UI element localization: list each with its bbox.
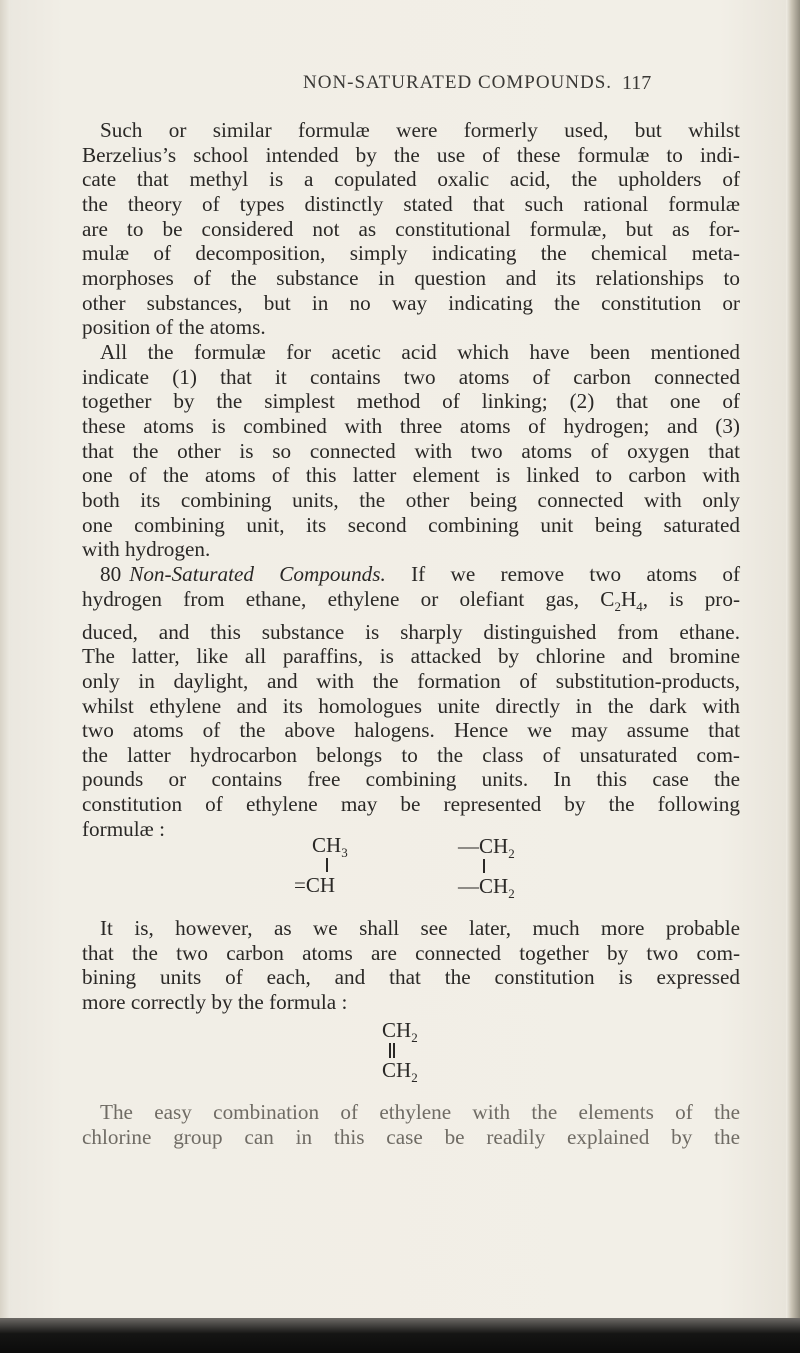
- paragraph-2: [82, 340, 740, 562]
- formula-group: CH: [382, 1058, 412, 1082]
- text-line: It is, however, as we shall see later, much more probable: [100, 916, 740, 940]
- text-line: chlorine group can in this case be readily explained by the: [82, 1124, 740, 1149]
- formula-text: [458, 836, 515, 860]
- formula-group: CH: [312, 833, 342, 857]
- subscript: 3: [341, 845, 348, 861]
- subscript: 4: [636, 598, 643, 614]
- text-fragment: hydrogen from ethane, ethylene or olefiant gas, C: [82, 586, 615, 611]
- page-number: 117: [622, 72, 652, 94]
- paragraph-1: [82, 118, 740, 340]
- double-bond-right: [393, 1043, 395, 1058]
- text-line: the latter hydrocarbon belongs to the class of unsaturated com-: [82, 742, 740, 767]
- text-line: more correctly by the formula :: [82, 989, 348, 1014]
- text-line: constitution of ethylene may be represented by the following: [82, 792, 740, 817]
- single-bond: [483, 859, 485, 873]
- page-left-edge: [0, 0, 10, 1353]
- text-line: Berzelius’s school intended by the use of these formulæ to indi-: [82, 142, 740, 167]
- text-line: one combining unit, its second combining unit being saturated: [82, 512, 740, 537]
- text-line: one of the atoms of this latter element is linked to carbon with: [82, 463, 740, 488]
- text-line: together by the simplest method of linking; (2) that one of: [82, 389, 740, 414]
- text-line: both its combining units, the other being connected with only: [82, 487, 740, 512]
- running-head: NON-SATURATED COMPOUNDS.: [303, 72, 613, 93]
- text-line: All the formulæ for acetic acid which have been mentioned: [100, 340, 740, 364]
- text-line: other substances, but in no way indicating the constitution or: [82, 290, 740, 315]
- text-line: the theory of types distinctly stated that such rational formulæ: [82, 191, 740, 216]
- section-heading-line: [82, 562, 740, 587]
- formula-text: =CH: [294, 873, 336, 897]
- page-right-edge: [786, 0, 800, 1353]
- scan-bottom-shadow: [0, 1318, 800, 1353]
- text-fragment: H: [620, 586, 637, 611]
- text-line: are to be considered not as constitutional formulæ, but as for-: [82, 216, 740, 241]
- text-line: formulæ :: [82, 816, 165, 841]
- formula-text: [458, 876, 515, 900]
- page-header: [0, 72, 800, 102]
- text-line: [82, 587, 740, 620]
- section-number: 80: [100, 562, 122, 586]
- text-line: Such or similar formulæ were formerly used, but whilst: [100, 118, 740, 142]
- text-line: mulæ of decomposition, simply indicating the chemical meta-: [82, 241, 740, 266]
- text-line: morphoses of the substance in question and its relationships to: [82, 265, 740, 290]
- text-line: two atoms of the above halogens. Hence we may assume that: [82, 718, 740, 743]
- text-line: position of the atoms.: [82, 315, 266, 340]
- section-title: Non-Saturated Compounds.: [129, 562, 386, 586]
- paragraph-3: [82, 916, 740, 1015]
- text-line: whilst ethylene and its homologues unite directly in the dark with: [82, 693, 740, 718]
- formula-group: CH: [382, 1018, 412, 1042]
- text-line: The easy combination of ethylene with the elements of the: [100, 1100, 740, 1124]
- text-line: with hydrogen.: [82, 537, 211, 562]
- formula-group: —CH: [458, 834, 509, 858]
- text-line: that the other is so connected with two atoms of oxygen that: [82, 438, 740, 463]
- formula-group: —CH: [458, 874, 509, 898]
- subscript: 2: [411, 1070, 418, 1086]
- subscript: 2: [508, 886, 515, 902]
- text-line: that the two carbon atoms are connected together by two com-: [82, 940, 740, 965]
- formula-text: [312, 835, 348, 859]
- section-80: [82, 562, 740, 841]
- single-bond: [326, 858, 328, 872]
- text-line: these atoms is combined with three atoms of hydrogen; and (3): [82, 413, 740, 438]
- subscript: 2: [508, 846, 515, 862]
- text-line: duced, and this substance is sharply distinguished from ethane.: [82, 619, 740, 644]
- text-line: cate that methyl is a copulated oxalic acid, the upholders of: [82, 167, 740, 192]
- text-fragment: If we remove two atoms of: [411, 562, 741, 586]
- text-line: indicate (1) that it contains two atoms of carbon connected: [82, 364, 740, 389]
- text-line: pounds or contains free combining units. In this case the: [82, 767, 740, 792]
- text-line: bining units of each, and that the constitution is expressed: [82, 965, 740, 990]
- paragraph-4: [82, 1100, 740, 1149]
- subscript: 2: [411, 1030, 418, 1046]
- text-fragment: , is pro-: [642, 586, 741, 611]
- formula-text: [382, 1020, 418, 1044]
- text-line: The latter, like all paraffins, is attacked by chlorine and bromine: [82, 644, 740, 669]
- subscript: 2: [614, 598, 621, 614]
- formula-text: [382, 1060, 418, 1084]
- text-line: only in daylight, and with the formation of substitution-products,: [82, 668, 740, 693]
- double-bond-left: [389, 1043, 391, 1058]
